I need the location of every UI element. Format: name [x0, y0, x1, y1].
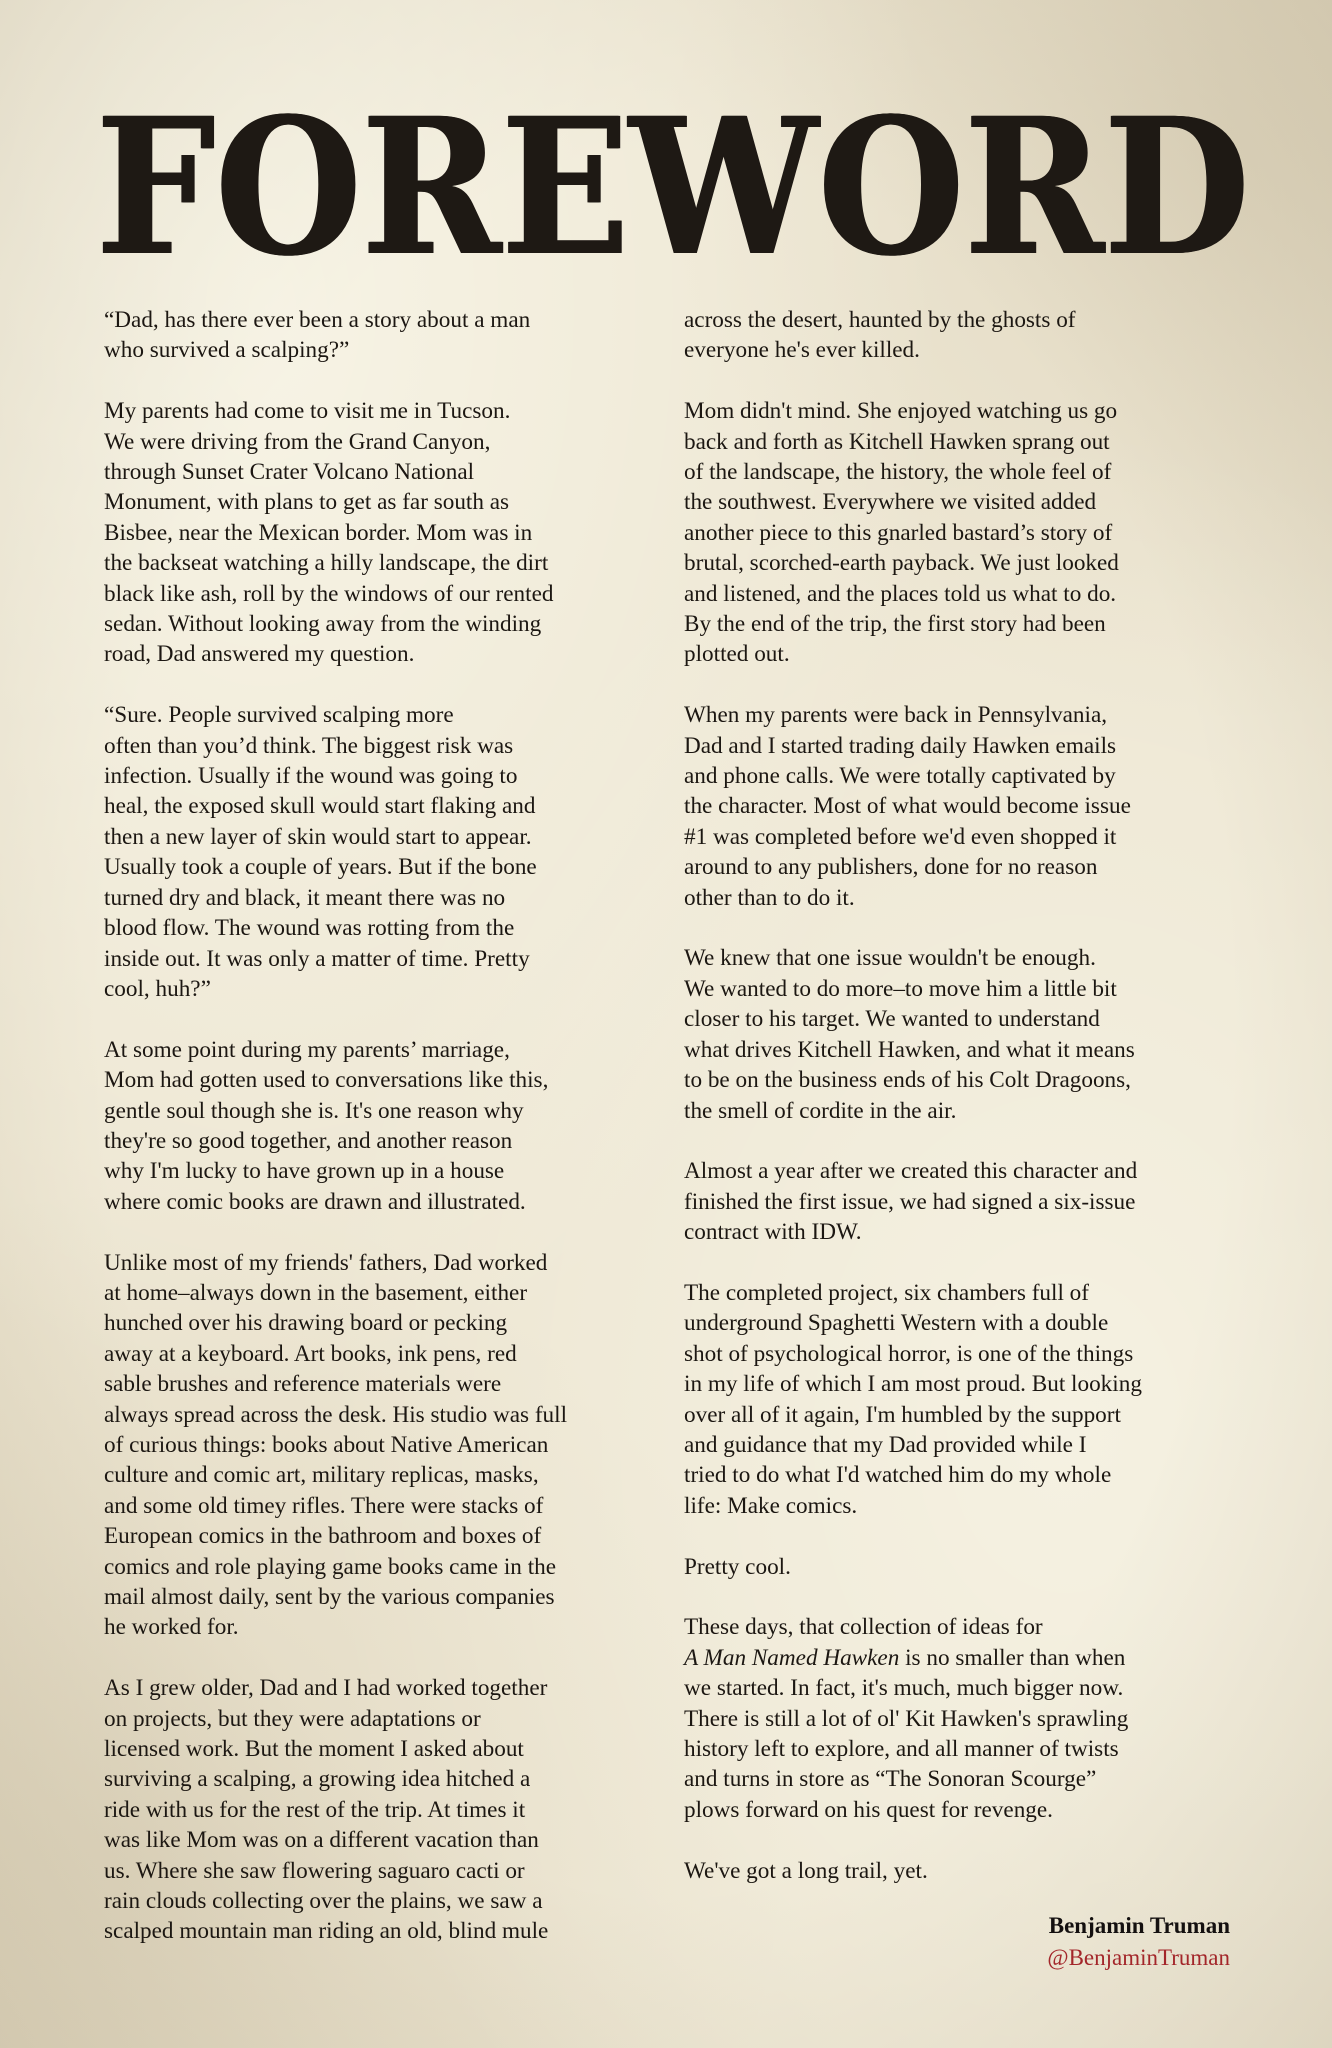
paragraph-final [684, 1612, 1236, 1825]
paragraph: “Dad, has there ever been a story about a man who survived a scalping?” [104, 307, 531, 364]
final-rest: is no smaller than when we started. In fact, it's much, much bigger now. There is still a lot of ol' Kit Hawken's sprawling history left to explore, and all manner of twists and turns in store as “The Sonoran Scourge” plows forward on his quest for revenge. [684, 1644, 1129, 1823]
author-handle: @BenjaminTruman [1047, 1945, 1230, 1970]
title-letter-d: D [1103, 76, 1250, 298]
paragraph: “Sure. People survived scalping more often than you’d think. The biggest risk was infection. Usually if the wound was going to heal, the exposed skull would start flaking and then a new layer of skin would start to appear. Usually took a couple of years. But if the bone turned dry and black, it meant there was no blood flow. The wound was rotting from the inside out. It was only a matter of time. Pretty cool, huh?” [104, 702, 537, 1002]
book-title: A Man Named Hawken [684, 1644, 900, 1671]
author-name: Benjamin Truman [1048, 1913, 1230, 1938]
foreword-title [96, 76, 1250, 298]
paragraph: At some point during my parents’ marriage, Mom had gotten used to conversations like this, gentle soul though she is. It's one reason why they're so good together, and another reason why I'm lucky to have grown up in a house where comic books are drawn and illustrated. [104, 1036, 549, 1215]
paragraph: The completed project, six chambers full of underground Spaghetti Western with a double shot of psychological horror, is one of the things in my life of which I am most proud. But looking over all of it again, I'm humbled by the support and guidance that my Dad provided while I tried to do what I'd watched him do my whole life: Make comics. [684, 1279, 1142, 1519]
paragraph: across the desert, haunted by the ghosts of everyone he's ever killed. [684, 307, 1076, 364]
paragraph: Almost a year after we created this character and finished the first issue, we had signed a six-issue contract with IDW. [684, 1158, 1138, 1246]
title-letter-e: E [501, 76, 630, 298]
paragraph-closing: We've got a long trail, yet. [684, 1857, 928, 1884]
paragraph: As I grew older, Dad and I had worked together on projects, but they were adaptations or licensed work. But the moment I asked about surviving a scalping, a growing idea hitched a ride with us for the rest of the trip. At times it was like Mom was on a different vacation than us. Where she saw flowering saguaro cacti or rain clouds collecting over the plains, we saw a scalped mountain man riding an old, blind mule [104, 1675, 549, 1945]
title-letter-o: O [215, 76, 362, 298]
signature [1047, 1910, 1230, 1974]
title-letter-w: W [629, 76, 818, 298]
paragraph: When my parents were back in Pennsylvania, Dad and I started trading daily Hawken emails and phone calls. We were totally captivated by the character. Most of what would become issue #1 was completed before we'd even shopped it around to any publishers, done for no reason other than to do it. [684, 702, 1131, 911]
title-letter-r: R [361, 76, 502, 298]
paragraph: Unlike most of my friends' fathers, Dad worked at home–always down in the basement, either hunched over his drawing board or pecking away at a keyboard. Art books, ink pens, red sable brushes and reference materials were always spread across the desk. His studio was full of curious things: books about Native American culture and comic art, military replicas, masks, and some old timey rifles. There were stacks of European comics in the bathroom and boxes of comics and role playing game books came in the mail almost daily, sent by the various companies he worked for. [104, 1249, 568, 1641]
final-intro: These days, that collection of ideas for [684, 1614, 1043, 1641]
paragraph: Mom didn't mind. She enjoyed watching us go back and forth as Kitchell Hawken sprang out of the landscape, the history, the whole feel of the southwest. Everywhere we visited added another piece to this gnarled bastard’s story of brutal, scorched-earth payback. We just looked and listened, and the places told us what to do. By the end of the trip, the first story had been plotted out. [684, 398, 1119, 668]
left-column [104, 305, 656, 1977]
paragraph: Pretty cool. [684, 1553, 791, 1580]
paragraph: We knew that one issue wouldn't be enough. We wanted to do more–to move him a little bit closer to his target. We wanted to understand what drives Kitchell Hawken, and what it means to be on the business ends of his Colt Dragoons, the smell of cordite in the air. [684, 945, 1135, 1124]
title-letter-o-2: O [817, 76, 965, 298]
title-letter-f: F [96, 76, 216, 298]
title-letter-r-2: R [964, 76, 1104, 298]
right-column [684, 305, 1236, 1916]
paragraph: My parents had come to visit me in Tucson. We were driving from the Grand Canyon, through Sunset Crater Volcano National Monument, with plans to get as far south as Bisbee, near the Mexican border. Mom was in the backseat watching a hilly landscape, the dirt black like ash, roll by the windows of our rented sedan. Without looking away from the winding road, Dad answered my question. [104, 398, 554, 668]
